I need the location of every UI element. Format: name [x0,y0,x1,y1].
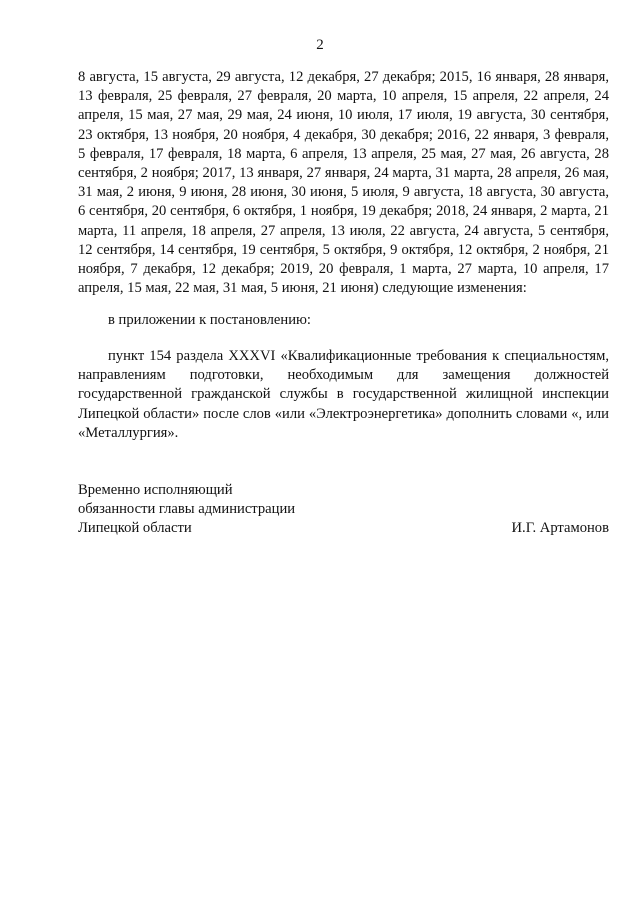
page-number: 2 [316,37,324,53]
signature-title-line-1: Временно исполняющий [78,482,233,498]
signature-row [78,519,609,538]
signature-title-line-2: обязанности главы администрации [78,501,296,518]
signature-title-line-3: Липецкой области [78,520,192,537]
paragraph-dates-list: 8 августа, 15 августа, 29 августа, 12 декабря, 27 декабря; 2015, 16 января, 28 января, 13 февраля, 25 февраля, 27 февраля, 20 марта, 10 апреля, 15 апреля, 22 апреля, 24 апреля, 15 мая, 27 мая, 29 мая, 24 июня, 10 июля, 17 июля, 19 августа, 30 сентября, 23 октября, 13 ноября, 20 ноября, 4 декабря, 30 декабря; 2016, 22 января, 3 февраля, 5 февраля, 17 февраля, 18 марта, 6 апреля, 13 апреля, 25 мая, 27 мая, 26 августа, 28 сентября, 2 ноября; 2017, 13 января, 27 января, 24 марта, 31 марта, 28 апреля, 26 мая, 31 мая, 2 июня, 9 июня, 28 июня, 30 июня, 5 июля, 9 августа, 18 августа, 30 августа, 6 сентября, 20 сентября, 6 октября, 1 ноября, 19 декабря; 2018, 24 января, 2 марта, 21 марта, 11 апреля, 18 апреля, 27 апреля, 13 июля, 22 августа, 24 августа, 5 сентября, 12 сентября, 14 сентября, 19 сентября, 5 октября, 9 октября, 12 октября, 2 ноября, 21 ноября, 7 декабря, 12 декабря; 2019, 20 февраля, 1 марта, 27 марта, 10 апреля, 17 апреля, 15 мая, 22 мая, 31 мая, 5 июня, 21 июня) следующие изменения: [78,69,609,297]
paragraph-point-154: пункт 154 раздела XXXVI «Квалификационные требования к специальностям, направлениям подготовки, необходимым для замещения должностей государственной гражданской службы в государственной жилищной инспекции Липецкой области» после слов «или «Электроэнергетика» дополнить словами «, или «Металлургия». [78,348,609,441]
signature-block [78,481,609,539]
signatory-name: И.Г. Артамонов [511,520,609,537]
paragraph-appendix: в приложении к постановлению: [108,312,311,328]
